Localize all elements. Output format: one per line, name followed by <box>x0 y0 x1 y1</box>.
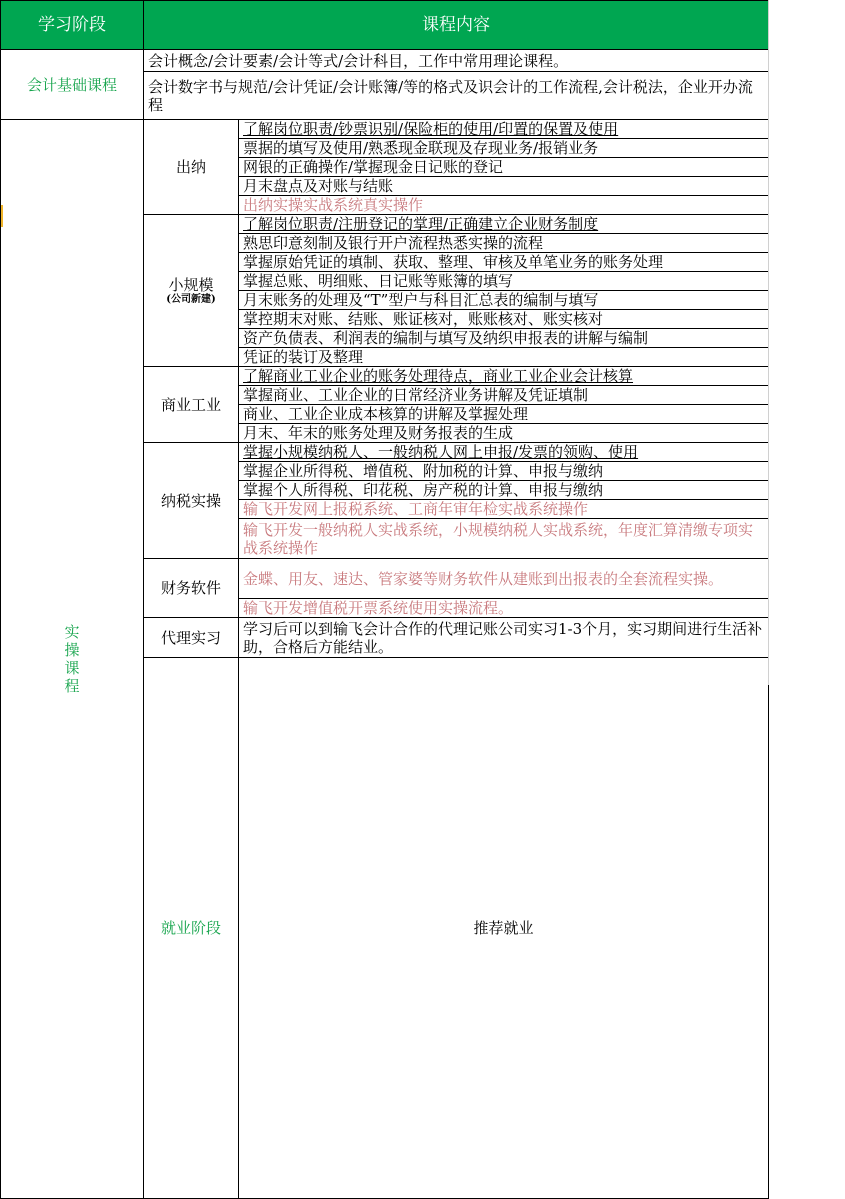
subsection-small-scale-label: 小规模 <box>168 275 214 294</box>
list-item: 输飞开发一般纳税人实战系统，小规模纳税人实战系统，年度汇算清缴专项实战系统操作 <box>239 519 769 559</box>
list-item: 了解商业工业企业的账务处理待点，商业工业企业会计核算 <box>239 367 769 386</box>
table-row <box>1 120 769 139</box>
list-item: 输飞开发网上报税系统、工商年审年检实战系统操作 <box>239 500 769 519</box>
list-item: 掌握原始凭证的填制、获取、整理、审核及单笔业务的账务处理 <box>239 253 769 272</box>
list-item: 掌握商业、工业企业的日常经济业务讲解及凭证填制 <box>239 386 769 405</box>
header-stage: 学习阶段 <box>1 1 144 50</box>
list-item: 月末账务的处理及“T”型户与科目汇总表的编制与填写 <box>239 291 769 310</box>
blank-area <box>768 0 845 685</box>
list-item: 了解岗位职责/注册登记的掌理/正确建立企业财务制度 <box>239 215 769 234</box>
practice-char: 实 <box>64 623 80 641</box>
list-item: 输飞开发增值税开票系统使用实操流程。 <box>239 599 769 618</box>
list-item: 掌握企业所得税、增值税、附加税的计算、申报与缴纳 <box>239 462 769 481</box>
subsection-internship: 代理实习 <box>144 618 239 658</box>
list-item: 熟思印意刻制及银行开户流程热悉实操的流程 <box>239 234 769 253</box>
list-item: 凭证的装订及整理 <box>239 348 769 367</box>
list-item: 学习后可以到输飞会计合作的代理记账公司实习1-3个月，实习期间进行生活补助，合格后方能结业。 <box>239 618 769 658</box>
practice-char: 课 <box>64 659 80 677</box>
list-item: 月末、年末的账务处理及财务报表的生成 <box>239 424 769 443</box>
list-item: 票据的填写及使用/熟悉现金联现及存现业务/报销业务 <box>239 139 769 158</box>
table-row <box>1 50 769 72</box>
section-practice <box>1 120 144 1199</box>
list-item: 掌握个人所得税、印花税、房产税的计算、申报与缴纳 <box>239 481 769 500</box>
list-item: 资产负债表、利润表的编制与填写及纳织申报表的讲解与编制 <box>239 329 769 348</box>
practice-char: 程 <box>64 677 80 695</box>
subsection-small-scale-note: (公司新建) <box>166 293 216 305</box>
list-item: 掌握总账、明细账、日记账等账簿的填写 <box>239 272 769 291</box>
list-item: 出纳实操实战系统真实操作 <box>239 196 769 215</box>
subsection-commerce-industry: 商业工业 <box>144 367 239 443</box>
list-item: 会计概念/会计要素/会计等式/会计科目，工作中常用理论课程。 <box>144 50 769 72</box>
header-row <box>1 1 769 50</box>
list-item: 了解岗位职责/钞票识别/保险柜的使用/印置的保置及使用 <box>239 120 769 139</box>
section-accounting-basics: 会计基础课程 <box>1 50 144 120</box>
subsection-software: 财务软件 <box>144 559 239 618</box>
list-item: 掌控期末对账、结账、账证核对，账账核对、账实核对 <box>239 310 769 329</box>
list-item: 掌握小规模纳税人、一般纳税人网上申报/发票的领购、使用 <box>239 443 769 462</box>
subsection-tax: 纳税实操 <box>144 443 239 559</box>
list-item: 网银的正确操作/掌握现金日记账的登记 <box>239 158 769 177</box>
practice-char: 操 <box>64 641 80 659</box>
list-item: 商业、工业企业成本核算的讲解及掌握处理 <box>239 405 769 424</box>
list-item: 会计数字书与规范/会计凭证/会计账簿/等的格式及识会计的工作流程,会计税法，企业开办流程 <box>144 72 769 120</box>
subsection-recommend: 推荐就业 <box>239 658 769 1199</box>
subsection-cashier: 出纳 <box>144 120 239 215</box>
section-employment: 就业阶段 <box>144 658 239 1199</box>
subsection-small-scale <box>144 215 239 367</box>
header-content: 课程内容 <box>144 1 769 50</box>
list-item: 月末盘点及对账与结账 <box>239 177 769 196</box>
list-item: 金蝶、用友、速达、管家婆等财务软件从建账到出报表的全套流程实操。 <box>239 559 769 599</box>
